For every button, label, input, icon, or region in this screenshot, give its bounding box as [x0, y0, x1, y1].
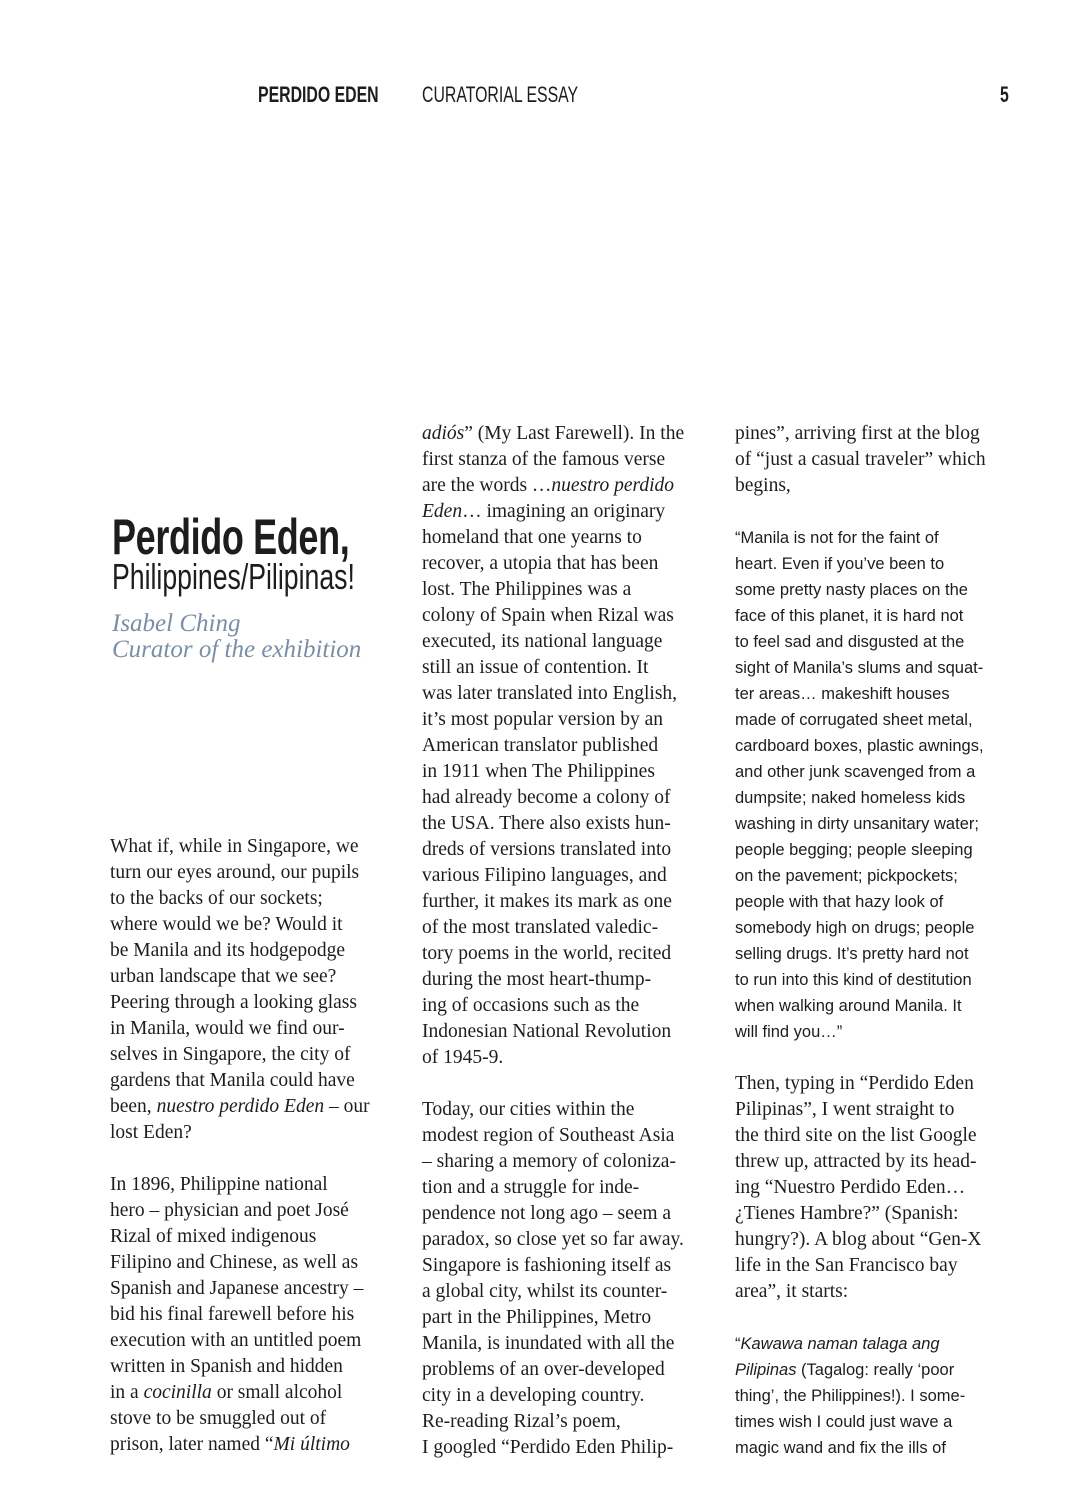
text-line — [422, 941, 722, 967]
text-line — [735, 941, 1035, 967]
text-segment: “ — [735, 1335, 741, 1353]
text-segment: part in the Philippines, Metro — [422, 1307, 652, 1328]
text-line — [422, 1123, 722, 1149]
text-segment: life in the San Francisco bay — [735, 1255, 958, 1276]
article-title: Perdido Eden, — [112, 509, 350, 565]
text-segment: face of this planet, it is hard not — [735, 607, 964, 625]
text-segment: of the most translated valedic- — [422, 917, 659, 938]
text-line — [422, 447, 722, 473]
paragraph-break — [422, 1071, 722, 1097]
text-line — [735, 863, 1035, 889]
text-line — [110, 1380, 410, 1406]
text-line — [110, 1120, 410, 1146]
text-line — [735, 1175, 1035, 1201]
text-segment: people begging; people sleeping — [735, 841, 973, 859]
text-line — [735, 1097, 1035, 1123]
paragraph-break — [735, 1305, 1035, 1331]
text-line — [110, 964, 410, 990]
text-line — [735, 837, 1035, 863]
text-segment: on the pavement; pickpockets; — [735, 867, 958, 885]
text-segment: of “just a casual traveler” which — [735, 449, 986, 470]
text-line — [422, 707, 722, 733]
italic-text: Mi último — [273, 1434, 350, 1455]
italic-text: Kawawa naman talaga ang — [740, 1335, 940, 1353]
italic-text: cocinilla — [143, 1382, 212, 1403]
text-line — [422, 1175, 722, 1201]
text-line — [735, 1409, 1035, 1435]
text-segment: ¿Tienes Hambre?” (Spanish: — [735, 1203, 959, 1224]
text-line — [422, 499, 722, 525]
text-line — [422, 1149, 722, 1175]
text-line — [110, 1042, 410, 1068]
text-line — [735, 655, 1035, 681]
text-segment: written in Spanish and hidden — [110, 1356, 343, 1377]
text-segment: Spanish and Japanese ancestry – — [110, 1278, 364, 1299]
text-line — [422, 733, 722, 759]
text-line — [422, 1435, 722, 1461]
text-line — [110, 912, 410, 938]
text-segment: some pretty nasty places on the — [735, 581, 968, 599]
text-line — [735, 1253, 1035, 1279]
text-segment: – our — [324, 1096, 370, 1117]
text-segment: the third site on the list Google — [735, 1125, 977, 1146]
text-segment: Peering through a looking glass — [110, 992, 357, 1013]
text-segment: “Manila is not for the faint of — [735, 529, 939, 547]
text-segment: hungry?). A blog about “Gen-X — [735, 1229, 982, 1250]
text-segment: city in a developing country. — [422, 1385, 645, 1406]
paragraph-break — [735, 499, 1035, 525]
text-line — [110, 834, 410, 860]
text-segment: when walking around Manila. It — [735, 997, 962, 1015]
article-subtitle: Philippines/Pilipinas! — [112, 556, 355, 597]
text-segment: be Manila and its hodgepodge — [110, 940, 346, 961]
text-line — [110, 1198, 410, 1224]
text-segment: to the backs of our sockets; — [110, 888, 323, 909]
text-segment: was later translated into English, — [422, 683, 678, 704]
text-line — [422, 1227, 722, 1253]
text-line — [422, 993, 722, 1019]
text-segment: Then, typing in “Perdido Eden — [735, 1073, 974, 1094]
italic-text: nuestro perdido — [551, 475, 675, 496]
text-line — [422, 655, 722, 681]
text-line — [735, 993, 1035, 1019]
text-segment: dreds of versions translated into — [422, 839, 672, 860]
text-line — [422, 1331, 722, 1357]
text-segment: and other junk scavenged from a — [735, 763, 976, 781]
text-line — [110, 886, 410, 912]
text-segment: I googled “Perdido Eden Philip- — [422, 1437, 674, 1458]
text-line — [110, 1328, 410, 1354]
text-line — [422, 811, 722, 837]
text-segment: Manila, is inundated with all the — [422, 1333, 675, 1354]
text-line — [422, 915, 722, 941]
text-segment: tion and a struggle for inde- — [422, 1177, 640, 1198]
author-role: Curator of the exhibition — [112, 636, 362, 663]
text-line — [422, 1097, 722, 1123]
text-segment: Pilipinas”, I went straight to — [735, 1099, 955, 1120]
text-line — [735, 603, 1035, 629]
text-segment: selves in Singapore, the city of — [110, 1044, 351, 1065]
text-line — [735, 785, 1035, 811]
text-segment: Filipino and Chinese, as well as — [110, 1252, 359, 1273]
text-line — [110, 1094, 410, 1120]
text-segment: (Tagalog: really ‘poor — [796, 1361, 955, 1379]
text-segment: where would we be? Would it — [110, 914, 343, 935]
text-line — [735, 1357, 1035, 1383]
text-segment: pendence not long ago – seem a — [422, 1203, 672, 1224]
text-segment: American translator published — [422, 735, 659, 756]
text-segment: prison, later named “ — [110, 1434, 274, 1455]
text-line — [422, 525, 722, 551]
text-segment: further, it makes its mark as one — [422, 891, 672, 912]
text-line — [422, 681, 722, 707]
text-segment: various Filipino languages, and — [422, 865, 667, 886]
text-line — [110, 1172, 410, 1198]
text-segment: had already become a colony of — [422, 787, 671, 808]
text-segment: ing of occasions such as the — [422, 995, 640, 1016]
text-segment: paradox, so close yet so far away. — [422, 1229, 684, 1250]
running-header-title: PERDIDO EDEN — [258, 82, 379, 107]
italic-text: Eden — [422, 501, 463, 522]
text-line — [735, 681, 1035, 707]
text-line — [735, 1279, 1035, 1305]
text-line — [422, 603, 722, 629]
text-segment: to feel sad and disgusted at the — [735, 633, 965, 651]
text-segment: – sharing a memory of coloniza- — [422, 1151, 676, 1172]
text-segment: pines”, arriving first at the blog — [735, 423, 980, 444]
author-name: Isabel Ching — [112, 610, 241, 637]
italic-text: Pilipinas — [735, 1361, 797, 1379]
text-segment: people with that hazy look of — [735, 893, 944, 911]
text-line — [735, 707, 1035, 733]
text-segment: threw up, attracted by its head- — [735, 1151, 977, 1172]
text-line — [735, 811, 1035, 837]
text-segment: in Manila, would we find our- — [110, 1018, 345, 1039]
text-segment: in 1911 when The Philippines — [422, 761, 655, 782]
text-line — [735, 759, 1035, 785]
text-line — [110, 1276, 410, 1302]
text-segment: tory poems in the world, recited — [422, 943, 672, 964]
text-segment: ” (My Last Farewell). In the — [464, 423, 685, 444]
text-line — [110, 1068, 410, 1094]
text-segment: been, — [110, 1096, 157, 1117]
text-line — [110, 1354, 410, 1380]
text-segment: homeland that one yearns to — [422, 527, 642, 548]
text-segment: magic wand and fix the ills of — [735, 1439, 946, 1457]
text-line — [110, 990, 410, 1016]
text-line — [422, 967, 722, 993]
text-segment: times wish I could just wave a — [735, 1413, 953, 1431]
text-line — [422, 1305, 722, 1331]
text-line — [422, 1409, 722, 1435]
text-segment: made of corrugated sheet metal, — [735, 711, 973, 729]
text-segment: hero – physician and poet José — [110, 1200, 349, 1221]
text-line — [422, 421, 722, 447]
text-line — [422, 551, 722, 577]
text-segment: to run into this kind of destitution — [735, 971, 972, 989]
text-segment: stove to be smuggled out of — [110, 1408, 327, 1429]
text-line — [422, 1357, 722, 1383]
text-segment: modest region of Southeast Asia — [422, 1125, 675, 1146]
text-segment: in a — [110, 1382, 144, 1403]
text-segment: begins, — [735, 475, 791, 496]
text-segment: somebody high on drugs; people — [735, 919, 975, 937]
text-line — [735, 1019, 1035, 1045]
text-line — [735, 1435, 1035, 1461]
text-segment: heart. Even if you’ve been to — [735, 555, 945, 573]
text-segment: during the most heart-thump- — [422, 969, 652, 990]
text-line — [422, 1279, 722, 1305]
text-line — [110, 1302, 410, 1328]
text-segment: executed, its national language — [422, 631, 663, 652]
text-line — [735, 1149, 1035, 1175]
text-segment: lost Eden? — [110, 1122, 192, 1143]
text-line — [422, 863, 722, 889]
text-line — [110, 1432, 410, 1458]
text-segment: turn our eyes around, our pupils — [110, 862, 360, 883]
text-line — [735, 1383, 1035, 1409]
text-segment: Rizal of mixed indigenous — [110, 1226, 317, 1247]
text-segment: gardens that Manila could have — [110, 1070, 355, 1091]
text-line — [735, 1227, 1035, 1253]
paragraph-break — [110, 1146, 410, 1172]
text-line — [735, 473, 1035, 499]
text-line — [422, 1045, 722, 1071]
text-segment: sight of Manila’s slums and squat- — [735, 659, 984, 677]
text-line — [422, 759, 722, 785]
text-segment: recover, a utopia that has been — [422, 553, 659, 574]
paragraph-break — [735, 1045, 1035, 1071]
text-line — [735, 525, 1035, 551]
text-segment: ter areas… makeshift houses — [735, 685, 950, 703]
text-line — [422, 889, 722, 915]
text-line — [422, 629, 722, 655]
text-segment: dumpsite; naked homeless kids — [735, 789, 966, 807]
text-line — [422, 473, 722, 499]
text-line — [735, 447, 1035, 473]
text-segment: In 1896, Philippine national — [110, 1174, 328, 1195]
text-segment: selling drugs. It’s pretty hard not — [735, 945, 969, 963]
text-line — [735, 1123, 1035, 1149]
text-segment: urban landscape that we see? — [110, 966, 337, 987]
text-line — [735, 577, 1035, 603]
text-segment: Singapore is fashioning itself as — [422, 1255, 672, 1276]
text-column-2 — [422, 421, 722, 1461]
text-segment: the USA. There also exists hun- — [422, 813, 671, 834]
text-line — [735, 629, 1035, 655]
text-line — [110, 938, 410, 964]
text-segment: lost. The Philippines was a — [422, 579, 632, 600]
text-line — [735, 889, 1035, 915]
running-header-section: CURATORIAL ESSAY — [422, 82, 579, 107]
text-line — [422, 785, 722, 811]
text-line — [422, 1201, 722, 1227]
text-segment: cardboard boxes, plastic awnings, — [735, 737, 984, 755]
text-line — [422, 1253, 722, 1279]
text-line — [422, 1383, 722, 1409]
text-segment: Indonesian National Revolution — [422, 1021, 672, 1042]
text-segment: thing’, the Philippines!). I some- — [735, 1387, 966, 1405]
text-segment: or small alcohol — [211, 1382, 343, 1403]
text-segment: it’s most popular version by an — [422, 709, 664, 730]
text-segment: problems of an over-developed — [422, 1359, 665, 1380]
text-line — [735, 1331, 1035, 1357]
text-line — [735, 733, 1035, 759]
text-line — [735, 551, 1035, 577]
text-segment: What if, while in Singapore, we — [110, 836, 359, 857]
text-line — [735, 1201, 1035, 1227]
text-column-1 — [110, 834, 410, 1458]
text-line — [422, 577, 722, 603]
text-segment: Today, our cities within the — [422, 1099, 635, 1120]
text-line — [735, 1071, 1035, 1097]
text-line — [110, 1250, 410, 1276]
text-segment: of 1945-9. — [422, 1047, 504, 1068]
page-number: 5 — [1000, 82, 1009, 107]
text-segment: execution with an untitled poem — [110, 1330, 362, 1351]
text-line — [422, 837, 722, 863]
text-segment: Re-reading Rizal’s poem, — [422, 1411, 621, 1432]
text-line — [110, 1224, 410, 1250]
text-segment: colony of Spain when Rizal was — [422, 605, 674, 626]
text-segment: first stanza of the famous verse — [422, 449, 666, 470]
text-line — [735, 967, 1035, 993]
text-line — [110, 860, 410, 886]
text-segment: still an issue of contention. It — [422, 657, 649, 678]
text-line — [110, 1406, 410, 1432]
text-segment: will find you…” — [735, 1023, 843, 1041]
text-line — [735, 915, 1035, 941]
text-segment: a global city, whilst its counter- — [422, 1281, 668, 1302]
italic-text: nuestro perdido Eden — [156, 1096, 325, 1117]
text-segment: are the words … — [422, 475, 552, 496]
text-line — [110, 1016, 410, 1042]
text-segment: washing in dirty unsanitary water; — [735, 815, 979, 833]
text-column-3 — [735, 421, 1035, 1461]
text-segment: … imagining an originary — [462, 501, 666, 522]
text-line — [735, 421, 1035, 447]
text-segment: ing “Nuestro Perdido Eden… — [735, 1177, 966, 1198]
text-segment: bid his final farewell before his — [110, 1304, 355, 1325]
italic-text: adiós — [422, 423, 465, 444]
text-segment: area”, it starts: — [735, 1281, 849, 1302]
text-line — [422, 1019, 722, 1045]
